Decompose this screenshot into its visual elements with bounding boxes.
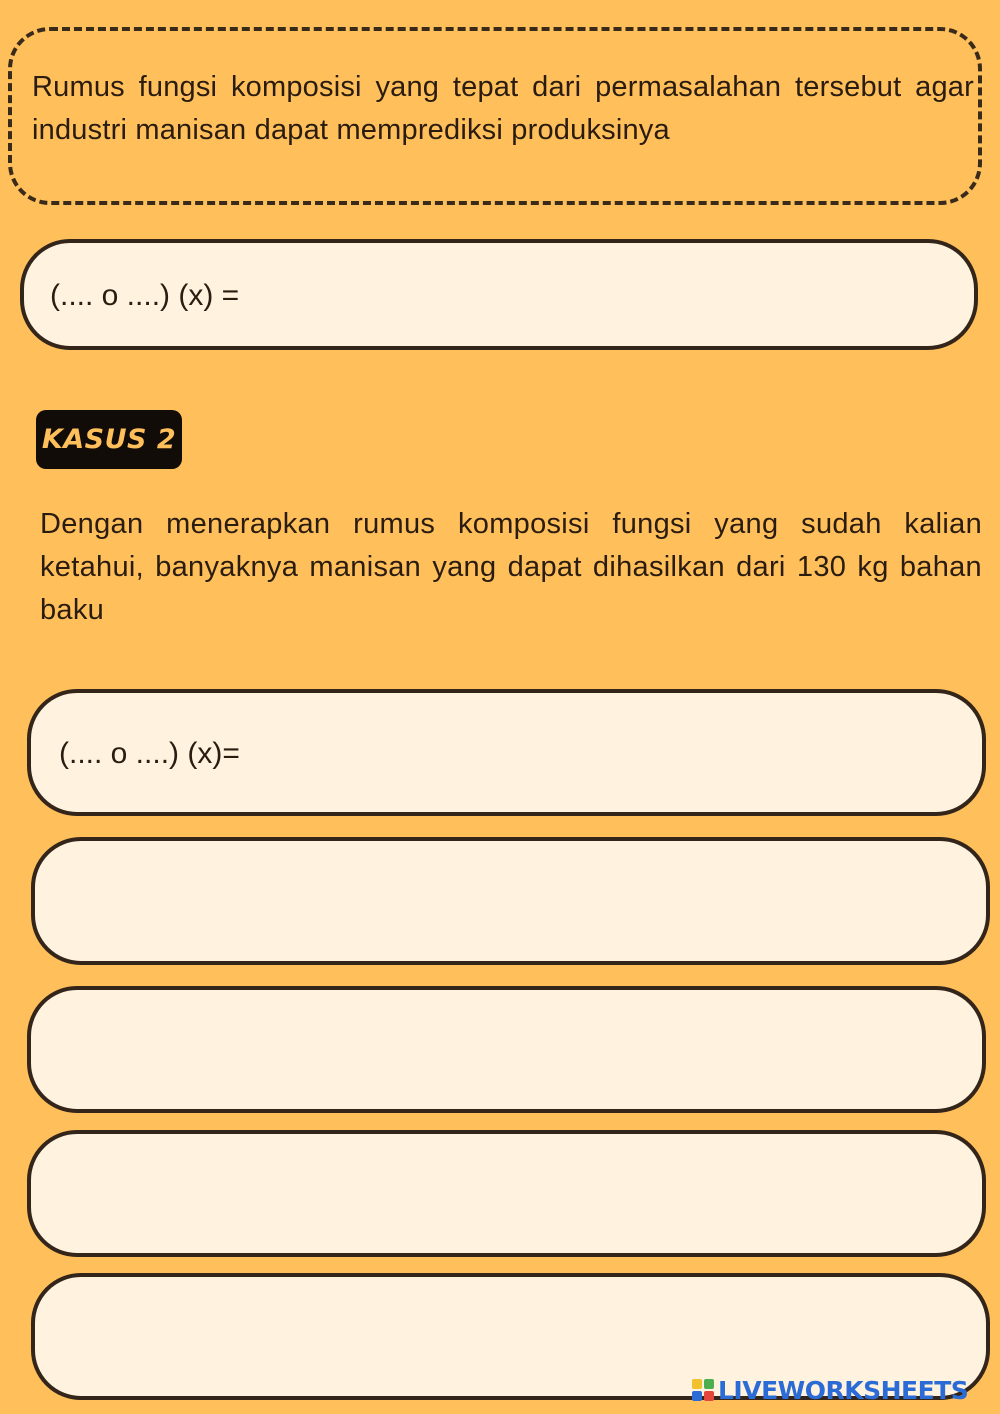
- liveworksheets-wordmark: LIVEWORKSHEETS: [718, 1375, 969, 1405]
- answer-input-4[interactable]: [31, 990, 982, 1109]
- answer-input-3[interactable]: [35, 841, 986, 961]
- logo-square-green: [704, 1379, 714, 1389]
- case-text: Dengan menerapkan rumus komposisi fungsi yang sudah kalian ketahui, banyaknya manisan yang dapat dihasilkan dari 130 kg bahan baku: [40, 508, 982, 626]
- answer-box-formula-2[interactable]: [27, 689, 986, 816]
- answer-box-formula-1-label: (.... o ....) (x) =: [50, 279, 240, 312]
- answer-box-formula-1[interactable]: [20, 239, 978, 350]
- liveworksheets-watermark[interactable]: [692, 1376, 968, 1404]
- answer-input-5[interactable]: [31, 1134, 982, 1253]
- case-badge: KASUS 2: [36, 410, 182, 469]
- answer-input-1[interactable]: [24, 243, 974, 346]
- answer-box-3[interactable]: [31, 837, 990, 965]
- logo-square-blue: [692, 1391, 702, 1401]
- answer-box-5[interactable]: [27, 1130, 986, 1257]
- logo-square-yellow: [692, 1379, 702, 1389]
- answer-box-4[interactable]: [27, 986, 986, 1113]
- logo-square-red: [704, 1391, 714, 1401]
- liveworksheets-logo-icon: [692, 1379, 714, 1401]
- answer-input-2[interactable]: [31, 693, 982, 812]
- question-text: Rumus fungsi komposisi yang tepat dari permasalahan tersebut agar industri manisan dapat memprediksi produksinya: [32, 71, 974, 146]
- answer-box-formula-2-label: (.... o ....) (x)=: [59, 737, 240, 770]
